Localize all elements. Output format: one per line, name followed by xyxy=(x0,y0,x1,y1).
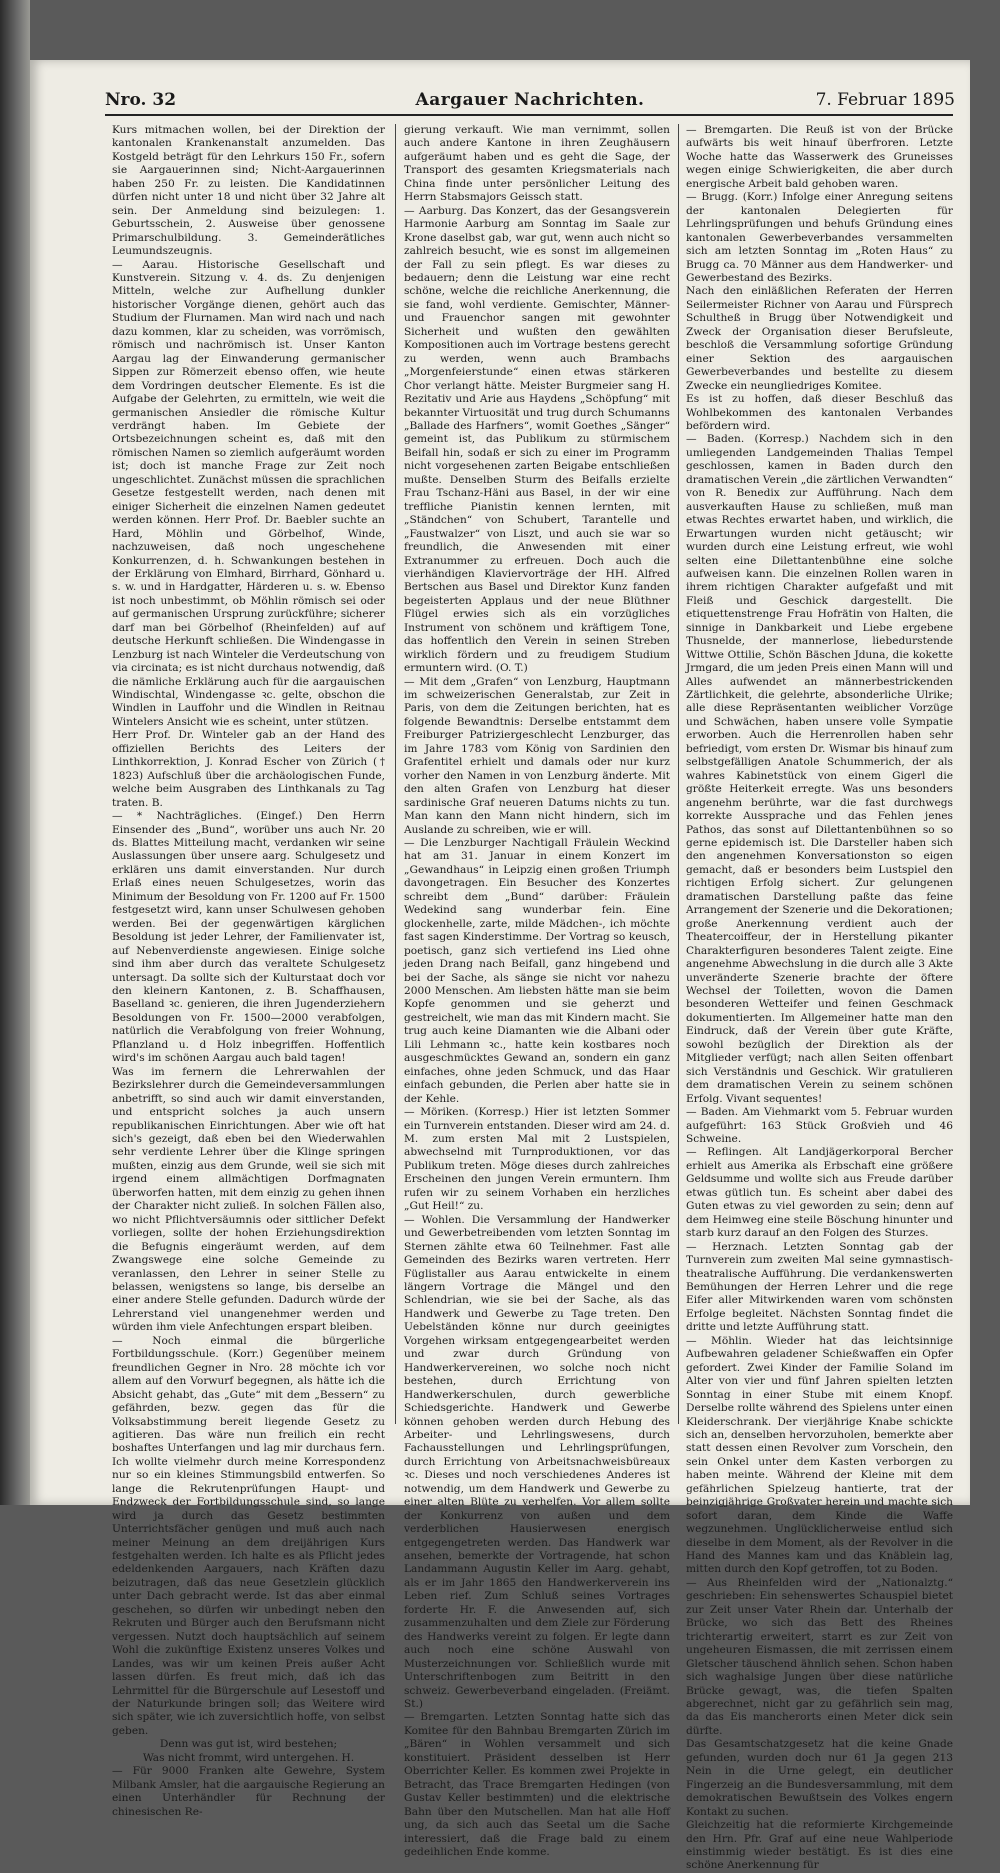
verse-line: Was nicht frommt, wird untergehen. H. xyxy=(142,1751,355,1764)
header-rule xyxy=(105,114,953,116)
column-2 xyxy=(404,124,670,1858)
paragraph: gierung verkauft. Wie man vernimmt, sollen auch andere Kantone in ihren Zeughäusern aufgeräumt haben und es geht die Sage, der Transport des gesamten Kriegsmaterials nach China finde unter persönlicher Leitung des Herrn Stabsmajors Geissch statt. xyxy=(404,124,670,204)
paragraph: Das Gesamtschatzgesetz hat die keine Gnade gefunden, wurden doch nur 61 Ja gegen 213 Nein in die Urne gelegt, ein deutlicher Fingerzeig an die Bundesversammlung, mit dem demokratischen Bewußtsein des Volkes engern Kontakt zu suchen. xyxy=(686,1738,953,1818)
paragraph: — Aarau. Historische Gesellschaft und Kunstverein. Sitzung v. 4. ds. Zu denjenigen Mitteln, welche zur Aufhellung dunkler historischer Vorgänge dienen, gehört auch das Studium der Flurnamen. Man wird nach und nach dazu kommen, klar zu scheiden, was vorrömisch, römisch und nachrömisch ist. Unser Kanton Aargau lag der Einwanderung germanischer Sippen zur Römerzeit ebenso offen, wie heute dem Vordringen deutscher Elemente. Es ist die Aufgabe der Gelehrten, zu ermitteln, wie weit die germanischen Ansiedler die römische Kultur verdrängt haben. Im Gebiete der Ortsbezeichnungen scheint es, daß mit den römischen Namen so ziemlich aufgeräumt worden ist; doch ist manche Frage zur Zeit noch ungeschlichtet. Zunächst müssen die sprachlichen Gesetze festgestellt werden, nach denen mit einiger Sicherheit die einzelnen Namen gedeutet werden können. Herr Prof. Dr. Baebler suchte an Hard, Möhlin und Görbelhof, Winde, nachzuweisen, daß noch ungeschehene Konkurrenzen, d. h. Schwankungen bestehen in der Erklärung von Elmhard, Birrhard, Gönhard u. s. w. und in Hardgatter, Härderen u. s. w. Ebenso ist noch unbestimmt, ob Möhlin römisch sei oder auf germanischen Ursprung zurückführe; sicherer darf man bei Görbelhof (Rheinfelden) auf auf deutsche Herkunft schließen. Die Windengasse in Lenzburg ist nach Winteler die Verdeutschung von via circinata; es ist nicht durchaus notwendig, daß die nämliche Erklärung auch für die aargauischen Windischtal, Windengasse ꝛc. gelte, obschon die Windlen in Lauffohr und die Windlen in Reitnau Wintelers Ansicht wie es scheint, unter stützen. xyxy=(112,258,385,728)
paragraph: — Baden. Am Viehmarkt vom 5. Februar wurden aufgeführt: 163 Stück Großvieh und 46 Schweine. xyxy=(686,1106,953,1145)
paragraph: — Bremgarten. Die Reuß ist von der Brücke aufwärts bis weit hinauf überfroren. Letzte Woche hatte das Wasserwerk des Gruneisses wegen einige Schwierigkeiten, die aber durch energische Arbeit bald gehoben waren. xyxy=(686,124,953,190)
page-header xyxy=(105,88,955,114)
paragraph: — Mit dem „Grafen“ von Lenzburg, Hauptmann im schweizerischen Generalstab, zur Zeit in Paris, von dem die Zeitungen berichten, hat es folgende Bewandtnis: Derselbe entstammt dem Freiburger Patriziergeschlecht Lenzburger, das im Jahre 1783 vom König von Sardinien den Grafentitel erhielt und damals oder nur kurz vorher den Namen in von Lenzburg änderte. Mit den alten Grafen von Lenzburg hat dieser sardinische Graf neueren Datums nichts zu tun. Man kann den Mann nicht hindern, sich im Auslande zu schreiben, wie er will. xyxy=(404,675,670,836)
paragraph: — Die Lenzburger Nachtigall Fräulein Weckind hat am 31. Januar in einem Konzert im „Gewandhaus“ in Leipzig einen großen Triumph davongetragen. Ein Besucher des Konzertes schreibt dem „Bund“ darüber: Fräulein Wedekind sang wunderbar fein. Eine glockenhelle, zarte, milde Mädchen-, ich möchte fast sagen Kinderstimme. Der Vortrag so keusch, poetisch, ganz sich vertiefend ins Lied ohne jeden Drang nach Beifall, ganz hingebend und bei der Sache, als sänge sie nicht vor nahezu 2000 Menschen. Am liebsten hätte man sie beim Kopfe genommen und sie geherzt und gestreichelt, wie man das mit Kindern macht. Sie trug auch keine Diamanten wie die Albani oder Lili Lehmann ꝛc., hatte kein kostbares noch ausgeschmücktes Gewand an, sondern ein ganz einfaches, ohne jeden Schmuck, und das Haar einfach gebunden, die Perlen aber hatte sie in der Kehle. xyxy=(404,837,670,1105)
paragraph: Nach den einläßlichen Referaten der Herren Seilermeister Richner von Aarau und Fürsprech Schultheß in Brugg über Notwendigkeit und Zweck der Organisation dieser Berufsleute, beschloß die Versammlung sofortige Gründung einer Sektion des aargauischen Gewerbeverbandes und bestellte zu diesem Zwecke ein neungliedriges Komitee. xyxy=(686,285,953,392)
paragraph: — Brugg. (Korr.) Infolge einer Anregung seitens der kantonalen Delegierten für Lehrlingsprüfungen und behufs Gründung eines kantonalen Gewerbeverbandes versammelten sich am letzten Sonntag im „Roten Haus“ zu Brugg ca. 70 Männer aus dem Handwerker- und Gewerbestand des Bezirks. xyxy=(686,191,953,284)
paragraph: — Herznach. Letzten Sonntag gab der Turnverein zum zweiten Mal seine gymnastisch-theatralische Aufführung. Die verdankenswerten Bemühungen der Herren Lehrer und die rege Eifer aller Mitwirkenden waren vom schönsten Erfolge begleitet. Nächsten Sonntag findet die dritte und letzte Aufführung statt. xyxy=(686,1240,953,1334)
column-3 xyxy=(686,124,953,1872)
paragraph: Es ist zu hoffen, daß dieser Beschluß das Wohlbekommen des kantonalen Verbandes befördern wird. xyxy=(686,393,953,432)
paragraph: — Für 9000 Franken alte Gewehre, System Milbank Amsler, hat die aargauische Regierung an einen Unterhändler für Rechnung der chinesischen Re- xyxy=(112,1765,385,1818)
paragraph: — Aus Rheinfelden wird der „Nationalztg.“ geschrieben: Ein sehenswertes Schauspiel bietet zur Zeit unser Vater Rhein dar. Unterhalb der Brücke, wo sich das Bett des Rheines trichterartig erweitert, starrt es zur Zeit von ungeheuren Eismassen, die mit zerrissen einem Gletscher täuschend ähnlich sehen. Schon haben sich waghalsige Jungen über diese natürliche Brücke gewagt, was, die tiefen Spalten abgerechnet, nicht gar zu gefährlich sein mag, da das Eis mancherorts einen Meter dick sein dürfte. xyxy=(686,1576,953,1737)
paragraph: Herr Prof. Dr. Winteler gab an der Hand des offiziellen Berichts des Leiters der Linthkorrektion, J. Konrad Escher von Zürich († 1823) Aufschluß über die archäologischen Funde, welche beim Ausgraben des Linthkanals zu Tag traten. B. xyxy=(112,729,385,809)
column-separator xyxy=(678,124,679,1424)
paragraph: — Möriken. (Korresp.) Hier ist letzten Sommer ein Turnverein entstanden. Dieser wird am 24. d. M. zum ersten Mal mit 2 Lustspielen, abwechselnd mit Turnproduktionen, vor das Publikum treten. Möge dieses durch zahlreiches Erscheinen den jungen Verein ermuntern. Ihm rufen wir zu seinem Vorhaben ein herzliches „Gut Heil!“ zu. xyxy=(404,1106,670,1213)
paragraph: — Möhlin. Wieder hat das leichtsinnige Aufbewahren geladener Schießwaffen ein Opfer gefordert. Zwei Kinder der Familie Soland im Alter von vier und fünf Jahren spielten letzten Sonntag in einer Stube mit einem Knopf. Derselbe rollte während des Spielens unter einen Kleiderschrank. Der vierjährige Knabe schickte sich an, denselben hervorzuholen, bemerkte aber statt dessen einen Revolver zum Vorschein, den sein Onkel unter dem Kasten verborgen zu haben meinte. Während der Kleine mit dem gefährlichen Spielzeug hantierte, trat der beinzigjährige Großvater herein und machte sich sofort daran, dem Kinde die Waffe wegzunehmen. Unglücklicherweise entlud sich dieselbe in dem Moment, als der Revolver in die Hand des Mannes kam und das Knäblein lag, mitten durch den Kopf getroffen, tot zu Boden. xyxy=(686,1334,953,1576)
issue-number: Nro. 32 xyxy=(105,90,177,110)
paragraph: Gleichzeitig hat die reformierte Kirchgemeinde den Hrn. Pfr. Graf auf eine neue Wahlperiode einstimmig wieder bestätigt. Es ist dies eine schöne Anerkennung für xyxy=(686,1819,953,1872)
verse-line: Denn was gut ist, wird bestehen; xyxy=(159,1738,338,1751)
paragraph: — Bremgarten. Letzten Sonntag hatte sich das Komitee für den Bahnbau Bremgarten Zürich im „Bären“ in Wohlen versammelt und sich konstituiert. Präsident desselben ist Herr Oberrichter Keller. Es kommen zwei Projekte in Betracht, das Trace Bremgarten Hedingen (von Gustav Keller bestimmten) und die elektrische Bahn über den Mutschellen. Man hat alle Hoff ung, da sich auch das Seetal um die Sache interessiert, daß die Frage bald zu einem gedeihlichen Ende komme. xyxy=(404,1711,670,1858)
paragraph: Kurs mitmachen wollen, bei der Direktion der kantonalen Krankenanstalt anzumelden. Das Kostgeld beträgt für den Lehrkurs 150 Fr., sofern sie Aargauerinnen sind; Nicht-Aargauerinnen haben 250 Fr. zu leisten. Die Kandidatinnen dürfen nicht unter 18 und nicht über 32 Jahre alt sein. Der Anmeldung sind beizulegen: 1. Geburtsschein, 2. Ausweise über genossene Primarschulbildung. 3. Gemeinderätliches Leumundszeugnis. xyxy=(112,124,385,258)
column-separator xyxy=(395,124,396,1424)
issue-date: 7. Februar 1895 xyxy=(815,90,955,110)
column-1 xyxy=(112,124,385,1818)
newspaper-title: Aargauer Nachrichten. xyxy=(415,90,645,110)
paragraph: Was im fernern die Lehrerwahlen der Bezirkslehrer durch die Gemeindeversammlungen anbetrifft, so sind auch wir damit einverstanden, und entspricht solches ja auch unsern republikanischen Einrichtungen. Aber wie oft hat sich's gezeigt, daß eben bei den Wiederwahlen sehr verdiente Lehrer über die Klinge springen mußten, einzig aus dem Grunde, weil sie sich mit irgend einem allmächtigen Dorfmagnaten überworfen hatten, mit dem einzig zu gehen ihnen der Charakter nicht zuließ. In solchen Fällen also, wo nicht Pflichtversäumnis oder sittlicher Defekt vorliegen, sollte der hohen Erziehungsdirektion die Befugnis eingeräumt werden, auf dem Zwangswege eine solche Gemeinde zu veranlassen, den Lehrer in seiner Stelle zu belassen, wenigstens so lange, bis derselbe an einer andere Stelle gefunden. Dadurch würde der Lehrerstand viel unangenehmer werden und würden ihm viele Anfechtungen erspart bleiben. xyxy=(112,1065,385,1334)
paragraph: — Aarburg. Das Konzert, das der Gesangsverein Harmonie Aarburg am Sonntag im Saale zur Krone daselbst gab, war gut, wenn auch nicht so zahlreich besucht, wie es sonst im allgemeinen der Fall zu sein pflegt. Es war dieses zu bedauern; denn die Leistung war eine recht schöne, welche die reichliche Anerkennung, die sie fand, wohl verdiente. Gemischter, Männer- und Frauenchor sangen mit gewohnter Sicherheit und wußten den gewählten Kompositionen auch im Vortrage bestens gerecht zu werden, wenn auch Brambachs „Morgenfeierstunde“ einen etwas stärkeren Chor verlangt hätte. Meister Burgmeier sang H. Rezitativ und Arie aus Haydens „Schöpfung“ mit bekannter Virtuosität und trug durch Schumanns „Ballade des Harfners“, womit Goethes „Sänger“ gemeint ist, das Publikum zu stürmischem Beifall hin, sodaß er sich zu einer im Programm nicht vorgesehenen zarten Beigabe entschließen mußte. Denselben Sturm des Beifalls erzielte Frau Tschanz-Häni aus Basel, in der wir eine treffliche Pianistin kennen lernten, mit „Ständchen“ von Schubert, Tarantelle und „Faustwalzer“ von Liszt, und auch sie war so freundlich, die Anwesenden mit einer Extranummer zu erfreuen. Doch auch die vierhändigen Klaviervorträge der HH. Alfred Bertschen aus Basel und Direktor Kunz fanden begeisterten Applaus und der neue Blüthner Flügel erwies sich als ein vorzügliches Instrument von schönem und kräftigem Tone, das hoffentlich den Verein in seinen Streben wirklich fördern und zu freudigem Studium ermuntern wird. (O. T.) xyxy=(404,204,670,675)
paragraph: — * Nachträgliches. (Eingef.) Den Herrn Einsender des „Bund“, worüber uns auch Nr. 20 ds. Blattes Mitteilung macht, verdanken wir seine Auslassungen über unsere aarg. Schulgesetz und erklären uns damit einverstanden. Nur durch Erlaß eines neuen Schulgesetzes, worin das Minimum der Besoldung von Fr. 1200 auf Fr. 1500 festgesetzt wird, kann unser Schulwesen gehoben werden. Bei der gegenwärtigen kärglichen Besoldung ist jeder Lehrer, der Familienvater ist, auf Nebenverdienste angewiesen. Einige solche sind ihm aber durch das veraltete Schulgesetz untersagt. Da sollte sich der Kulturstaat doch vor den kleinern Kantonen, z. B. Schaffhausen, Baselland ꝛc. genieren, die ihren Jugenderziehern Besoldungen von Fr. 1500—2000 verabfolgen, natürlich die Verabfolgung von freier Wohnung, Pflanzland u. d Holz inbegriffen. Hoffentlich wird's im schönen Aargau auch bald tagen! xyxy=(112,810,385,1065)
paragraph: — Baden. (Korresp.) Nachdem sich in den umliegenden Landgemeinden Thalias Tempel geschlossen, kamen in Baden durch den dramatischen Verein „die zärtlichen Verwandten“ von R. Benedix zur Aufführung. Nach dem ausverkauften Hause zu schließen, muß man etwas Rechtes erwartet haben, und wirklich, die Erwartungen wurden nicht getäuscht; wir wurden durch eine Leistung erfreut, wie wohl selten eine Dilettantenbühne eine solche aufweisen kann. Die einzelnen Rollen waren in ihrem richtigen Charakter aufgefaßt und mit Fleiß und Geschick dargestellt. Die etiquettenstrenge Frau Hofrätin von Halten, die sinnige in Dankbarkeit und Liebe ergebene Thusnelde, der mannerlose, liebedurstende Wittwe Ottilie, Schön Bäschen Jduna, die kokette Jrmgard, die um jeden Preis einen Mann will und Alles aufwendet an männerbestrickenden Zärtlichkeit, die gelehrte, absonderliche Ulrike; alle diese Repräsentanten weiblicher Vorzüge und Schwächen, haben unsere volle Sympatie erworben. Auch die Herrenrollen haben sehr befriedigt, vom ersten Dr. Wismar bis hinauf zum selbstgefälligen Anatole Schummerich, der als wahres Kabinetstück von einem Gigerl die größte Heiterkeit erregte. Was uns besonders angenehm berührte, war die fast durchwegs korrekte Aussprache und das Fehlen jenes Pathos, das sonst auf Dilettantenbühnen so so gerne epidemisch ist. Die Darsteller haben sich den angenehmen Konversationston so eigen gemacht, daß er besonders beim Lustspiel den richtigen Erfolg sichert. Zur gelungenen dramatischen Darstellung paßte das feine Arrangement der Szenerie und die Dekorationen; große Anerkennung verdient auch der Theatercoiffeur, der in Herstellung pikanter Charakterfiguren besonderes Talent zeigte. Eine angenehme Abwechslung in die durch alle 3 Akte unveränderte Szenerie brachte der öftere Wechsel der Toiletten, wovon die Damen besonderen Wetteifer und feinen Geschmack dokumentierten. Im Allgemeiner hatte man den Eindruck, daß der Verein über gute Kräfte, sowohl bezüglich der Direktion als der Mitglieder verfügt; nach allen Seiten offenbart sich Verständnis und Geschick. Wir gratulieren dem dramatischen Verein zu seinem schönen Erfolg. Vivant sequentes! xyxy=(686,433,953,1105)
paragraph: — Reflingen. Alt Landjägerkorporal Bercher erhielt aus Amerika als Erbschaft eine größere Geldsumme und wollte sich aus Freude darüber etwas gütlich tun. Es scheint aber dabei des Guten etwas zu viel geworden zu sein; denn auf dem Heimweg eine steile Böschung hinunter und starb kurz darauf an den Folgen des Sturzes. xyxy=(686,1146,953,1240)
book-binding xyxy=(0,0,30,1505)
paragraph: — Wohlen. Die Versammlung der Handwerker und Gewerbetreibenden vom letzten Sonntag im Sternen zählte etwa 60 Teilnehmer. Fast alle Gemeinden des Bezirks waren vertreten. Herr Füglistaller aus Aarau entwickelte in einem längern Vortrage die Mängel und den Schlendrian, wie sie bei der Sache, als das Handwerk und Gewerbe zu Tage treten. Den Uebelständen könne nur durch geeinigtes Vorgehen wirksam entgegengearbeitet werden und zwar durch Gründung von Handwerkervereinen, wo solche noch nicht bestehen, durch Errichtung von Handwerkerschulen, durch gewerbliche Schiedsgerichte. Handwerk und Gewerbe können gehoben werden durch Hebung des Arbeiter- und Lehrlingswesens, durch Fachausstellungen und Lehrlingsprüfungen, durch Errichtung von Arbeitsnachweisbüreaux ꝛc. Dieses und noch verschiedenes Anderes ist notwendig, um dem Handwerk und Gewerbe zu einer alten Blüte zu verhelfen. Vor allem sollte der Konkurrenz von außen und dem verderblichen Hausierwesen energisch entgegengetreten werden. Das Handwerk war ansehen, bemerkte der Vortragende, hat schon Landammann Augustin Keller im Aarg. gehabt, als er im Jahr 1865 den Handwerkerverein ins Leben rief. Zum Schluß seines Vortrages forderte Hr. F. die Anwesenden auf, sich zusammenzuhalten und dem Ziele zur Förderung des Handwerks vereint zu folgen. Er legte dann auch noch eine schöne Auswahl von Musterzeichnungen vor. Schließlich wurde mit Unterschriftenbogen zum Beitritt in den schweiz. Gewerbeverband eingeladen. (Freiämt. St.) xyxy=(404,1213,670,1711)
paragraph: — Noch einmal die bürgerliche Fortbildungsschule. (Korr.) Gegenüber meinem freundlichen Gegner in Nro. 28 möchte ich vor allem auf den Vorwurf begegnen, als hätte ich die Absicht gehabt, das „Gute“ mit dem „Bessern“ zu gefährden, bezw. gegen das für die Volksabstimmung bereit liegende Gesetz zu agitieren. Das wäre nun freilich ein recht boshaftes Unterfangen und lag mir durchaus fern. Ich wollte vielmehr durch meine Korrespondenz nur so ein kleines Stimmungsbild entwerfen. So lange die Rekrutenprüfungen Haupt- und Endzweck der Fortbildungsschule sind, so lange wird ja durch das Gesetz bestimmten Unterrichtsfächer genügen und muß auch nach meiner Meinung an dem dreijährigen Kurs festgehalten werden. Ich halte es als Pflicht jedes edeldenkenden Aargauers, nach Kräften dazu beizutragen, daß das neue Gesetzlein glücklich unter Dach gebracht werde. Ist das aber einmal geschehen, so dürfen wir unbedingt neben den Rekruten und Bürger auch den Berufsmann nicht vergessen. Nutzt doch hauptsächlich auf seinem Wohl die zukünftige Existenz unseres Volkes und Landes, was wir um keinen Preis außer Acht lassen dürfen. Es freut mich, daß ich das Lehrmittel für die Bürgerschule auf Lesestoff und der Naturkunde bringen soll; das Weitere wird sich später, wie ich zuversichtlich hoffe, von selbst geben. xyxy=(112,1334,385,1737)
